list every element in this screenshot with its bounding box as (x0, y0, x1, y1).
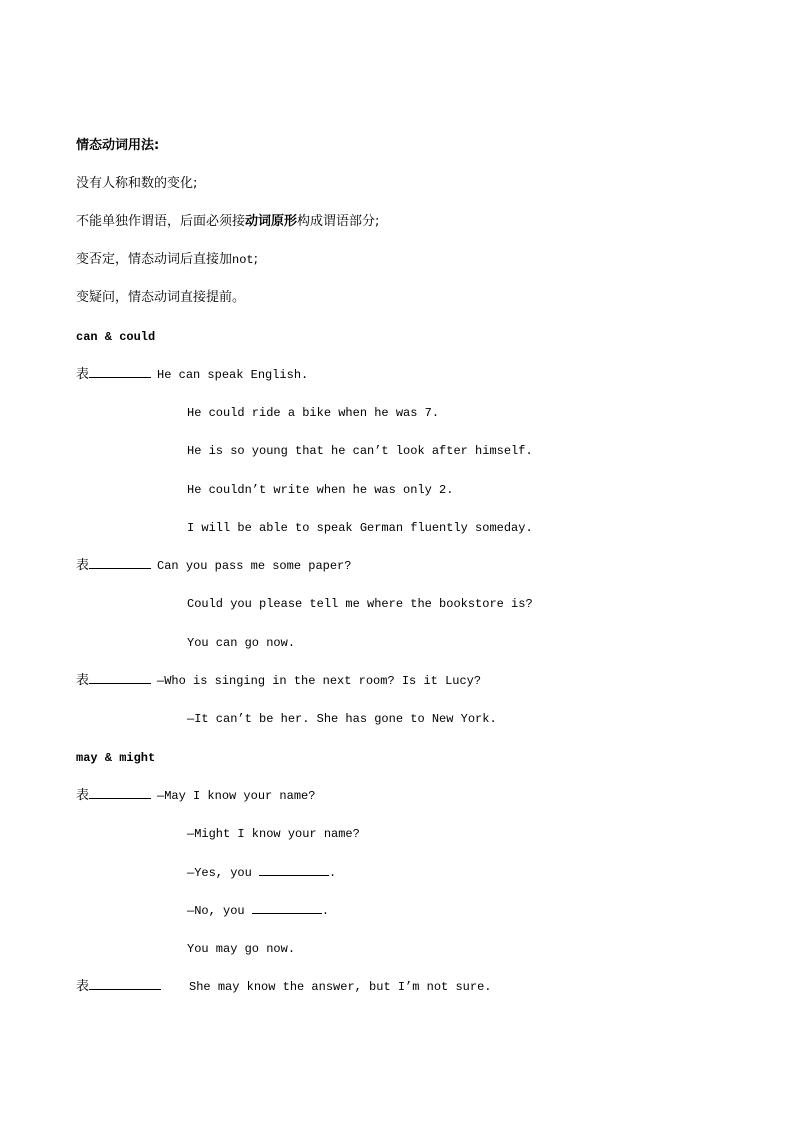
rule-1: 没有人称和数的变化; (76, 176, 198, 191)
sentence-end: . (321, 904, 330, 918)
example-sentence: I will be able to speak German fluently someday. (187, 521, 533, 535)
sentence-part: —No, you (187, 904, 252, 918)
example-sentence: Can you pass me some paper? (157, 559, 352, 573)
example-sentence: —May I know your name? (157, 789, 316, 803)
answer-blank[interactable] (252, 901, 322, 914)
group-line (76, 556, 351, 576)
group-label: 表 (76, 367, 90, 382)
answer-blank[interactable] (89, 786, 151, 799)
example-sentence: He can speak English. (157, 368, 309, 382)
rule-3 (76, 250, 258, 270)
example-sentence: She may know the answer, but I’m not sure. (189, 980, 492, 994)
example-sentence: —Might I know your name? (187, 827, 360, 841)
group-label: 表 (76, 673, 90, 688)
answer-blank[interactable] (259, 863, 329, 876)
group-line (76, 786, 315, 806)
example-sentence: You can go now. (187, 636, 296, 650)
example-sentence: You may go now. (187, 942, 296, 956)
section-heading-may-might: may & might (76, 751, 156, 765)
rule-2-part-2: 构成谓语部分; (297, 214, 380, 229)
group-label: 表 (76, 558, 90, 573)
example-sentence: Could you please tell me where the bookstore is? (187, 597, 533, 611)
rule-3-keyword: not (232, 253, 254, 267)
example-sentence: —It can’t be her. She has gone to New York. (187, 712, 497, 726)
rule-2 (76, 212, 379, 232)
answer-blank[interactable] (89, 671, 151, 684)
rule-2-keyword: 动词原形 (245, 214, 298, 229)
sentence-end: . (329, 866, 337, 880)
rule-2-part-1: 不能单独作谓语，后面必须接 (76, 214, 246, 229)
group-line (76, 365, 308, 385)
rule-4: 变疑问，情态动词直接提前。 (76, 290, 246, 305)
example-sentence: He couldn’t write when he was only 2. (187, 483, 454, 497)
group-line (76, 671, 481, 691)
example-sentence: He is so young that he can’t look after himself. (187, 444, 533, 458)
page-title: 情态动词用法: (76, 138, 160, 153)
group-line (76, 977, 491, 997)
rule-3-part-1: 变否定，情态动词后直接加 (76, 252, 233, 267)
example-sentence (187, 863, 336, 883)
group-label: 表 (76, 788, 90, 803)
example-sentence: He could ride a bike when he was 7. (187, 406, 440, 420)
answer-blank[interactable] (89, 365, 151, 378)
answer-blank[interactable] (89, 977, 161, 990)
example-sentence: —Who is singing in the next room? Is it Lucy? (157, 674, 482, 688)
sentence-part: —Yes, you (187, 866, 260, 880)
section-heading-can-could: can & could (76, 330, 156, 344)
group-label: 表 (76, 979, 90, 994)
answer-blank[interactable] (89, 556, 151, 569)
rule-3-part-2: ; (253, 252, 259, 267)
example-sentence (187, 901, 329, 921)
